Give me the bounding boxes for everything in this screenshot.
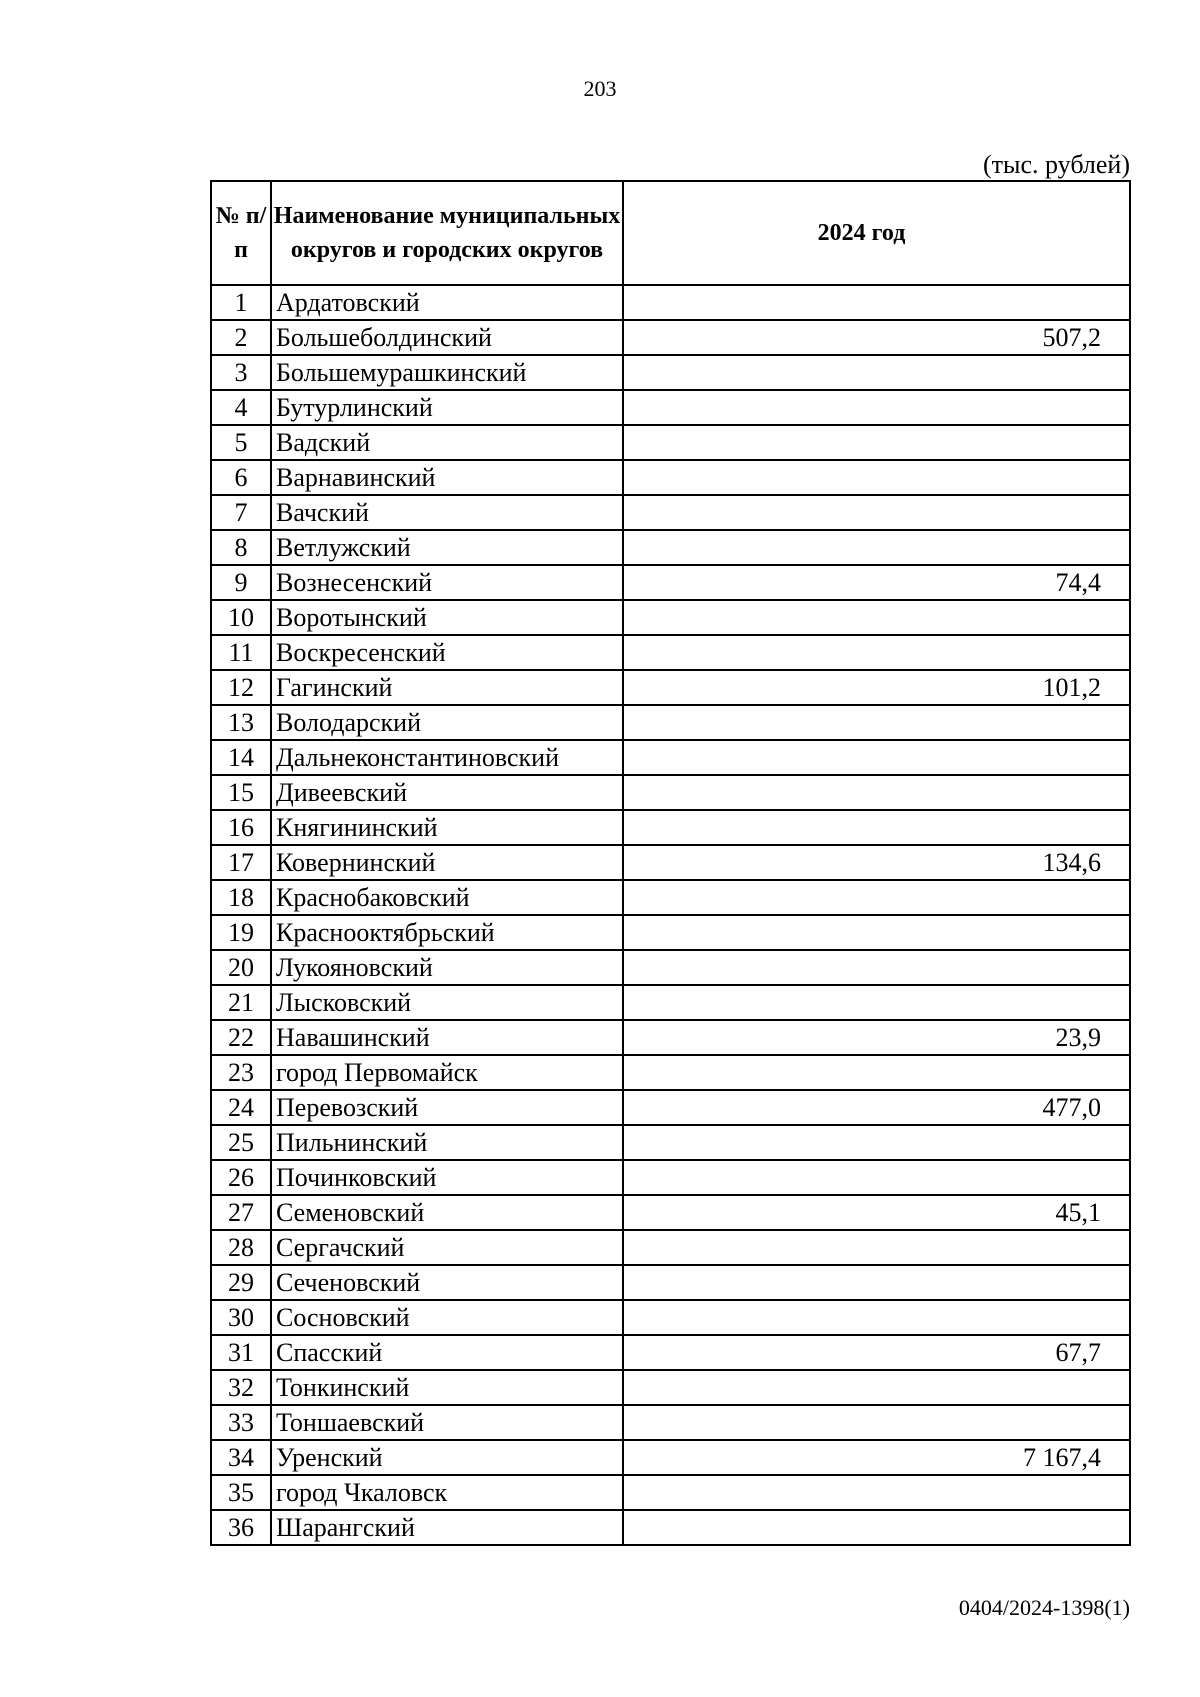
amount-2024 xyxy=(623,600,1130,635)
table-row xyxy=(211,1160,1130,1195)
district-name: Ветлужский xyxy=(271,530,623,565)
table-row xyxy=(211,1510,1130,1545)
amount-2024: 7 167,4 xyxy=(623,1440,1130,1475)
district-name: Дивеевский xyxy=(271,775,623,810)
row-number: 29 xyxy=(211,1265,271,1300)
table-row xyxy=(211,1055,1130,1090)
row-number: 27 xyxy=(211,1195,271,1230)
amount-2024 xyxy=(623,1230,1130,1265)
table-row xyxy=(211,775,1130,810)
district-name: Краснооктябрьский xyxy=(271,915,623,950)
table-row xyxy=(211,1230,1130,1265)
table-row xyxy=(211,1370,1130,1405)
row-number: 21 xyxy=(211,985,271,1020)
row-number: 4 xyxy=(211,390,271,425)
units-label: (тыс. рублей) xyxy=(982,150,1130,179)
table-row xyxy=(211,810,1130,845)
amount-2024 xyxy=(623,355,1130,390)
table-row xyxy=(211,1440,1130,1475)
row-number: 19 xyxy=(211,915,271,950)
table-row xyxy=(211,600,1130,635)
table-row xyxy=(211,1020,1130,1055)
amount-2024 xyxy=(623,495,1130,530)
row-number: 1 xyxy=(211,285,271,320)
table-row xyxy=(211,1265,1130,1300)
row-number: 16 xyxy=(211,810,271,845)
district-name: Тоншаевский xyxy=(271,1405,623,1440)
row-number: 23 xyxy=(211,1055,271,1090)
district-name: Вадский xyxy=(271,425,623,460)
district-name: Дальнеконстантиновский xyxy=(271,740,623,775)
amount-2024 xyxy=(623,705,1130,740)
district-name: Вознесенский xyxy=(271,565,623,600)
amount-2024 xyxy=(623,530,1130,565)
table-row xyxy=(211,1195,1130,1230)
row-number: 15 xyxy=(211,775,271,810)
district-name: Варнавинский xyxy=(271,460,623,495)
amount-2024 xyxy=(623,880,1130,915)
row-number: 36 xyxy=(211,1510,271,1545)
district-name: город Чкаловск xyxy=(271,1475,623,1510)
amount-2024 xyxy=(623,635,1130,670)
district-name: Большеболдинский xyxy=(271,320,623,355)
district-name: Воротынский xyxy=(271,600,623,635)
amount-2024 xyxy=(623,1510,1130,1545)
district-name: Княгининский xyxy=(271,810,623,845)
amount-2024 xyxy=(623,1300,1130,1335)
row-number: 8 xyxy=(211,530,271,565)
amount-2024 xyxy=(623,1475,1130,1510)
amount-2024: 477,0 xyxy=(623,1090,1130,1125)
amount-2024 xyxy=(623,1370,1130,1405)
table-row xyxy=(211,1405,1130,1440)
district-name: Большемурашкинский xyxy=(271,355,623,390)
amount-2024 xyxy=(623,810,1130,845)
row-number: 22 xyxy=(211,1020,271,1055)
amount-2024: 74,4 xyxy=(623,565,1130,600)
header-year: 2024 год xyxy=(623,181,1130,285)
district-name: Бутурлинский xyxy=(271,390,623,425)
table-row xyxy=(211,1090,1130,1125)
district-name: Уренский xyxy=(271,1440,623,1475)
row-number: 24 xyxy=(211,1090,271,1125)
district-name: Навашинский xyxy=(271,1020,623,1055)
amount-2024: 134,6 xyxy=(623,845,1130,880)
amount-2024: 507,2 xyxy=(623,320,1130,355)
table-row xyxy=(211,1125,1130,1160)
amount-2024 xyxy=(623,775,1130,810)
table-row xyxy=(211,530,1130,565)
district-name: Краснобаковский xyxy=(271,880,623,915)
district-name: Шарангский xyxy=(271,1510,623,1545)
amount-2024 xyxy=(623,285,1130,320)
table-row xyxy=(211,425,1130,460)
district-name: Пильнинский xyxy=(271,1125,623,1160)
district-name: Спасский xyxy=(271,1335,623,1370)
district-name: Сосновский xyxy=(271,1300,623,1335)
district-name: Володарский xyxy=(271,705,623,740)
district-name: Ковернинский xyxy=(271,845,623,880)
row-number: 25 xyxy=(211,1125,271,1160)
amount-2024 xyxy=(623,950,1130,985)
row-number: 20 xyxy=(211,950,271,985)
amount-2024 xyxy=(623,1405,1130,1440)
table-row xyxy=(211,565,1130,600)
row-number: 7 xyxy=(211,495,271,530)
table-row xyxy=(211,635,1130,670)
table-row xyxy=(211,1335,1130,1370)
row-number: 30 xyxy=(211,1300,271,1335)
amount-2024 xyxy=(623,460,1130,495)
row-number: 5 xyxy=(211,425,271,460)
table-row xyxy=(211,460,1130,495)
row-number: 2 xyxy=(211,320,271,355)
table-row xyxy=(211,950,1130,985)
district-name: Лысковский xyxy=(271,985,623,1020)
row-number: 12 xyxy=(211,670,271,705)
district-name: Семеновский xyxy=(271,1195,623,1230)
table-body xyxy=(211,285,1130,1545)
table-row xyxy=(211,670,1130,705)
district-name: Сергачский xyxy=(271,1230,623,1265)
amount-2024: 45,1 xyxy=(623,1195,1130,1230)
table-row xyxy=(211,355,1130,390)
row-number: 31 xyxy=(211,1335,271,1370)
table-row xyxy=(211,390,1130,425)
amount-2024 xyxy=(623,740,1130,775)
amount-2024 xyxy=(623,1160,1130,1195)
document-code: 0404/2024-1398(1) xyxy=(958,1595,1130,1620)
district-name: Сеченовский xyxy=(271,1265,623,1300)
amount-2024 xyxy=(623,425,1130,460)
district-name: город Первомайск xyxy=(271,1055,623,1090)
district-name: Гагинский xyxy=(271,670,623,705)
row-number: 11 xyxy=(211,635,271,670)
table-row xyxy=(211,880,1130,915)
row-number: 33 xyxy=(211,1405,271,1440)
table-header xyxy=(211,181,1130,285)
row-number: 28 xyxy=(211,1230,271,1265)
row-number: 6 xyxy=(211,460,271,495)
table-row xyxy=(211,985,1130,1020)
district-name: Тонкинский xyxy=(271,1370,623,1405)
page-number: 203 xyxy=(583,76,617,101)
row-number: 14 xyxy=(211,740,271,775)
table-row xyxy=(211,915,1130,950)
row-number: 17 xyxy=(211,845,271,880)
header-name: Наименование муниципальных округов и городских округов xyxy=(271,181,623,285)
table-row xyxy=(211,285,1130,320)
table-row xyxy=(211,495,1130,530)
district-name: Ардатовский xyxy=(271,285,623,320)
table-row xyxy=(211,1475,1130,1510)
row-number: 10 xyxy=(211,600,271,635)
row-number: 9 xyxy=(211,565,271,600)
row-number: 32 xyxy=(211,1370,271,1405)
amount-2024: 23,9 xyxy=(623,1020,1130,1055)
district-name: Лукояновский xyxy=(271,950,623,985)
table-row xyxy=(211,740,1130,775)
row-number: 18 xyxy=(211,880,271,915)
allocation-table xyxy=(210,180,1131,1546)
table-row xyxy=(211,1300,1130,1335)
amount-2024: 67,7 xyxy=(623,1335,1130,1370)
amount-2024 xyxy=(623,915,1130,950)
amount-2024 xyxy=(623,985,1130,1020)
amount-2024 xyxy=(623,1265,1130,1300)
table-row xyxy=(211,320,1130,355)
amount-2024 xyxy=(623,1125,1130,1160)
row-number: 34 xyxy=(211,1440,271,1475)
district-name: Воскресенский xyxy=(271,635,623,670)
amount-2024: 101,2 xyxy=(623,670,1130,705)
district-name: Починковский xyxy=(271,1160,623,1195)
row-number: 3 xyxy=(211,355,271,390)
district-name: Вачский xyxy=(271,495,623,530)
row-number: 26 xyxy=(211,1160,271,1195)
amount-2024 xyxy=(623,390,1130,425)
table-row xyxy=(211,705,1130,740)
row-number: 13 xyxy=(211,705,271,740)
district-name: Перевозский xyxy=(271,1090,623,1125)
amount-2024 xyxy=(623,1055,1130,1090)
header-row xyxy=(211,181,1130,285)
header-number: № п/п xyxy=(211,181,271,285)
row-number: 35 xyxy=(211,1475,271,1510)
table-row xyxy=(211,845,1130,880)
